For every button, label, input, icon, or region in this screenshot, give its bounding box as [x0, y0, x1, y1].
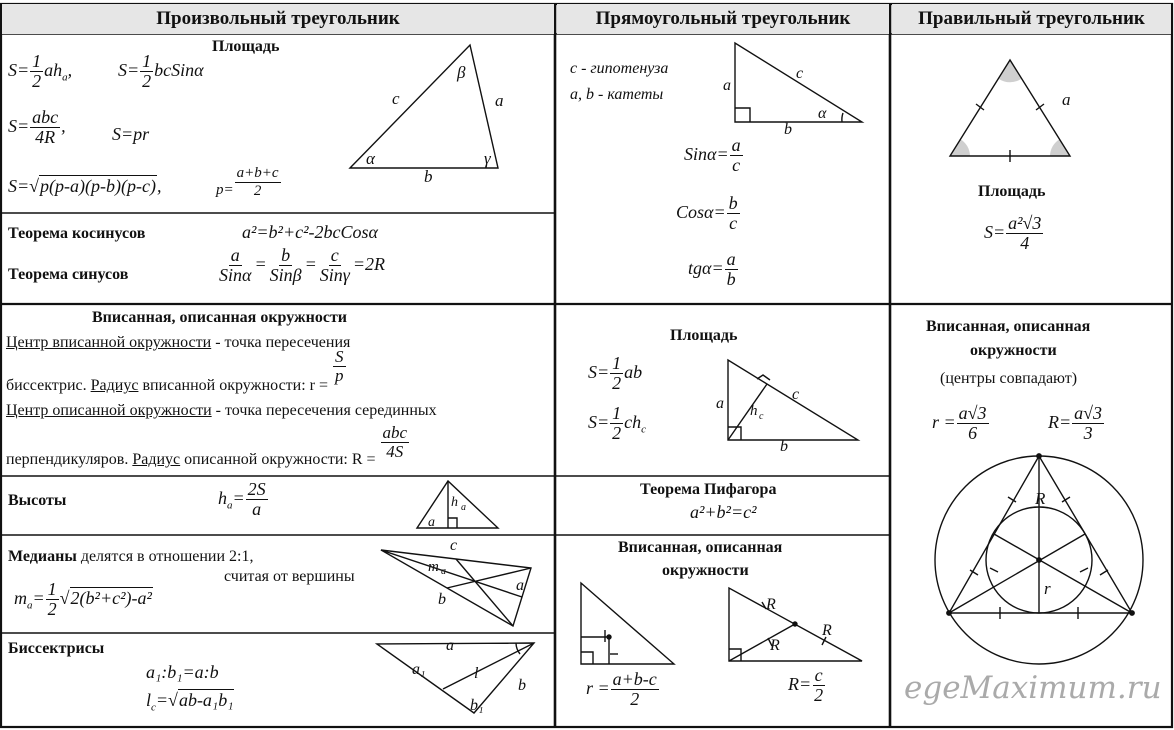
area-title: Площадь — [212, 38, 280, 55]
svg-text:R: R — [770, 637, 780, 654]
area-formula-half-a-ha: S= $\frac{1}{2}$ $ah_a$, — [8, 51, 73, 91]
sine-theorem-formula: $\frac{a}{\text{Sinα}}$ = $\frac{b}{\text{Sinβ}}$ = $\frac{c}{\text{Sinγ}}$ =2R — [219, 245, 385, 285]
svg-text:c: c — [796, 65, 804, 82]
header-arbitrary-triangle: Произвольный треугольник — [2, 4, 554, 34]
angle-alpha-label: α — [366, 149, 375, 168]
right-area-formula-chc: S= $\frac{1}{2}$ $ch_c$ — [588, 403, 647, 443]
svg-text:R: R — [822, 622, 832, 639]
angle-beta-label: β — [457, 63, 466, 82]
area-formula-half-bc-sin: S= $\frac{1}{2}$ bcSinα — [118, 51, 204, 91]
legend-hypotenuse: c - гипотенуза — [570, 60, 669, 77]
header-right-triangle: Прямоугольный треугольник — [557, 4, 889, 34]
circumcenter-line: Центр описанной окружности - точка пересечения серединных — [6, 402, 437, 419]
svg-text:b₁: b₁ — [470, 697, 484, 714]
circumcircle-radius-line: перпендикуляров. Радиус описанной окружности: R = $\frac{\text{abc}}{4S}$ — [6, 423, 408, 469]
bisector-figure — [374, 638, 544, 718]
svg-text:b: b — [518, 677, 526, 694]
medians-line: Медианы делятся в отношении 2:1, — [8, 548, 254, 565]
svg-text:h: h — [750, 403, 758, 419]
sine-ratio: Sinα= $\frac{a}{c}$ — [684, 135, 741, 175]
right-circles-title-1: Вписанная, описанная — [618, 539, 783, 556]
svg-text:a: a — [441, 566, 446, 577]
cosine-theorem-formula: a²=b²+c²-2bcCosα — [242, 222, 378, 242]
svg-text:a₁: a₁ — [412, 661, 426, 678]
svg-text:l: l — [474, 665, 479, 682]
area-formula-pr: S=pr — [112, 124, 150, 144]
regular-circles-title-1: Вписанная, описанная — [926, 318, 1091, 335]
semiperimeter-formula: p= $\frac{a+b+c}{2}$ — [216, 165, 279, 199]
incenter-line: Центр вписанной окружности - точка пересечения — [6, 334, 351, 351]
svg-text:R: R — [1035, 489, 1046, 508]
sine-theorem-title: Теорема синусов — [8, 266, 129, 283]
svg-text:c: c — [450, 537, 458, 554]
regular-circumradius-formula: R= $\frac{a√3}{3}$ — [1048, 403, 1103, 443]
right-area-title: Площадь — [670, 327, 738, 344]
cosine-ratio: Cosα= $\frac{b}{c}$ — [676, 193, 738, 233]
svg-text:c: c — [759, 411, 764, 422]
svg-text:a: a — [716, 395, 724, 412]
heights-title: Высоты — [8, 492, 67, 509]
regular-inradius-formula: r = $\frac{a√3}{6}$ — [932, 403, 987, 443]
circumcircle-right-figure — [726, 585, 866, 665]
side-a-label: a — [495, 91, 504, 110]
right-circles-title-2: окружности — [662, 562, 749, 579]
arbitrary-triangle-figure — [340, 40, 540, 186]
regular-circles-title-2: окружности — [970, 342, 1057, 359]
svg-text:a: a — [428, 515, 435, 530]
legend-legs: a, b - катеты — [570, 86, 664, 103]
svg-text:h: h — [451, 495, 458, 510]
right-inradius-formula: r = $\frac{a+b-c}{2}$ — [586, 669, 657, 709]
bisectors-title: Биссектрисы — [8, 640, 105, 657]
right-area-formula-ab: S= $\frac{1}{2}$ ab — [588, 353, 643, 393]
svg-text:b: b — [438, 591, 446, 608]
circles-title: Вписанная, описанная окружности — [92, 309, 348, 326]
incenter-link: Центр вписанной окружности — [6, 334, 212, 351]
side-c-label: c — [392, 89, 400, 108]
incircle-radius-line: биссектрис. Радиус вписанной окружности: r = $\frac{S}{p}$ — [6, 347, 344, 395]
height-formula: $h_a=$ $\frac{2S}{a}$ — [218, 479, 266, 519]
bisector-length-formula: $l_c=√ab$-a₁b₁ — [146, 690, 234, 714]
svg-text:r: r — [1044, 579, 1051, 598]
right-area-figure — [716, 355, 866, 455]
height-figure — [414, 478, 504, 533]
median-figure — [378, 538, 538, 633]
svg-text:a: a — [1062, 90, 1071, 109]
bisector-ratio-formula: a₁:b₁=a:b — [146, 662, 219, 682]
cosine-theorem-title: Теорема косинусов — [8, 225, 146, 242]
median-formula: $m_a=$ $\frac{1}{2}$ √2(b²+c²)-a² — [14, 579, 152, 619]
svg-text:c: c — [792, 386, 800, 403]
regular-area-title: Площадь — [978, 183, 1046, 200]
svg-text:a: a — [461, 502, 466, 513]
pythagoras-formula: a²+b²=c² — [690, 502, 757, 522]
tangent-ratio: tgα= $\frac{a}{b}$ — [688, 249, 736, 289]
right-circumradius-formula: R= $\frac{c}{2}$ — [788, 665, 824, 705]
area-formula-heron: S=√p(p-a)(p-b)(p-c), — [8, 176, 162, 196]
svg-text:R: R — [766, 596, 776, 613]
svg-text:b: b — [780, 438, 788, 455]
svg-text:a: a — [446, 637, 454, 654]
watermark: egeMaximum.ru — [904, 670, 1162, 706]
circumcenter-link: Центр описанной окружности — [6, 402, 212, 419]
regular-area-formula: S= $\frac{\text{a²√3}}{4}$ — [984, 213, 1042, 253]
header-regular-triangle: Правильный треугольник — [892, 4, 1171, 34]
side-b-label: b — [424, 167, 433, 186]
svg-text:a: a — [723, 77, 731, 94]
medians-line-2: считая от вершины — [224, 568, 355, 585]
svg-text:α: α — [818, 105, 827, 122]
right-triangle-figure — [723, 38, 868, 138]
angle-gamma-label: γ — [484, 149, 491, 168]
centers-coincide-note: (центры совпадают) — [940, 370, 1078, 387]
svg-text:b: b — [784, 121, 792, 138]
svg-text:m: m — [428, 559, 439, 575]
pythagoras-title: Теорема Пифагора — [640, 481, 777, 498]
area-formula-abc-4r: S= $\frac{\text{abc}}{4R}$ , — [8, 107, 66, 147]
incircle-right-figure — [578, 580, 678, 670]
regular-triangle-figure — [944, 52, 1094, 162]
svg-text:a: a — [516, 577, 524, 594]
